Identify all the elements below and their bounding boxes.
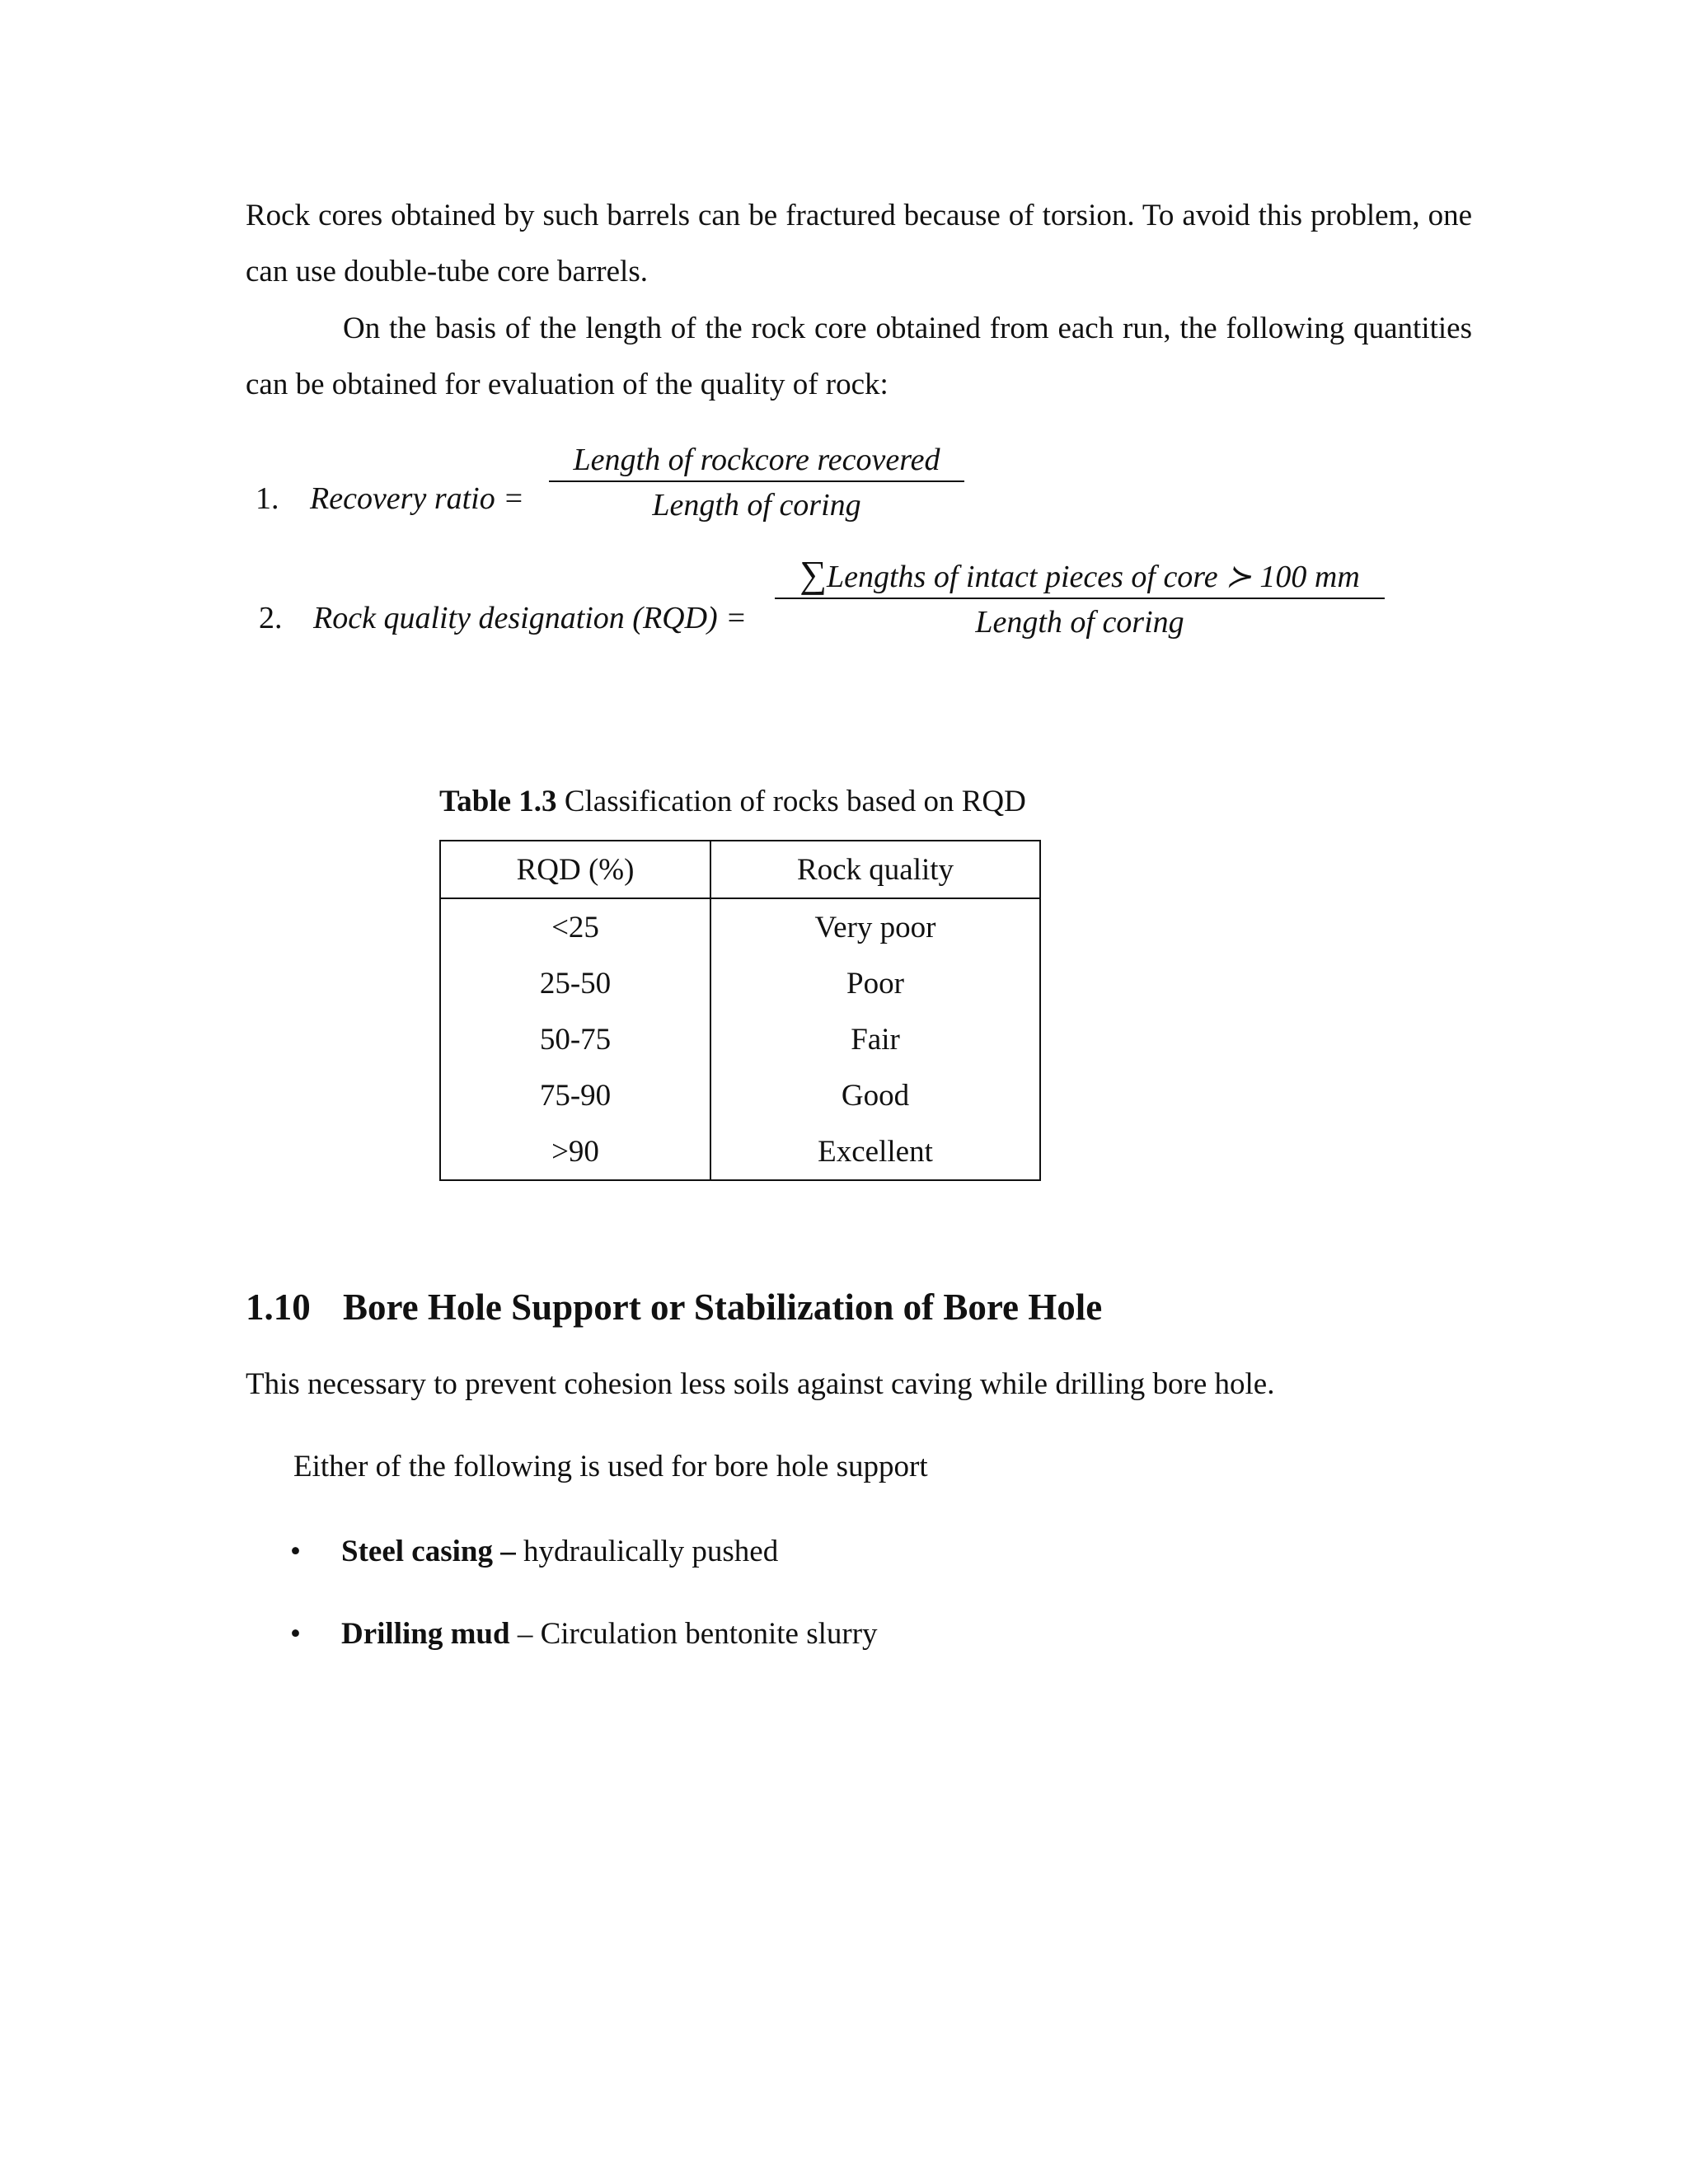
table-row (440, 955, 1040, 1011)
table-header-row (440, 841, 1040, 898)
equation-fraction (549, 439, 964, 528)
equation-number: 2. (259, 601, 283, 635)
bullet-steel-casing (290, 1531, 778, 1572)
equation-lhs: Recovery ratio = (310, 481, 524, 516)
summation-symbol: ∑ (799, 553, 827, 595)
cell-rqd: <25 (440, 898, 710, 955)
table-caption-text: Classification of rocks based on RQD (556, 785, 1026, 818)
fraction-numerator: Length of rockcore recovered (573, 443, 940, 477)
fraction-denominator: Length of coring (652, 488, 861, 523)
section-number: 1.10 (246, 1286, 311, 1328)
paragraph-core-barrels: Rock cores obtained by such barrels can be fractured because of torsion. To avoid this problem, one can use double-tube core barrels. (246, 199, 1472, 288)
cell-quality: Good (710, 1067, 1040, 1123)
table-caption (439, 781, 1026, 823)
bullet-description: – Circulation bentonite slurry (509, 1617, 878, 1651)
table-row (440, 1011, 1040, 1067)
bullet-term: Steel casing – (341, 1535, 516, 1568)
section-support-text: Either of the following is used for bore hole support (293, 1450, 928, 1483)
section-title: Bore Hole Support or Stabilization of Bore Hole (343, 1286, 1103, 1328)
header-rock-quality: Rock quality (710, 841, 1040, 898)
table-row (440, 898, 1040, 955)
equation-rqd (259, 553, 1429, 691)
equation-lhs: Rock quality designation (RQD) = (313, 601, 747, 635)
bullet-drilling-mud (290, 1614, 878, 1655)
table-row (440, 1067, 1040, 1123)
cell-rqd: 25-50 (440, 955, 710, 1011)
cell-quality: Excellent (710, 1123, 1040, 1180)
bullet-term: Drilling mud (341, 1617, 510, 1651)
table-caption-label: Table 1.3 (439, 785, 557, 818)
numerator-text: Lengths of intact pieces of core ≻ 100 mm (827, 560, 1360, 594)
fraction-numerator (775, 554, 1385, 598)
paragraph-rock-quality: On the basis of the length of the rock core obtained from each run, the following quantities can be obtained for evaluation of the quality of rock: (246, 312, 1472, 401)
cell-quality: Fair (710, 1011, 1040, 1067)
cell-rqd: >90 (440, 1123, 710, 1180)
rqd-classification-table (439, 840, 1041, 1181)
bullet-description: hydraulically pushed (515, 1535, 779, 1568)
section-intro-text: This necessary to prevent cohesion less soils against caving while drilling bore hole. (246, 1367, 1275, 1401)
bullet-marker: • (290, 1617, 301, 1651)
header-rqd: RQD (%) (440, 841, 710, 898)
cell-rqd: 75-90 (440, 1067, 710, 1123)
cell-rqd: 50-75 (440, 1011, 710, 1067)
fraction-denominator: Length of coring (975, 605, 1184, 640)
cell-quality: Poor (710, 955, 1040, 1011)
table-row (440, 1123, 1040, 1180)
bullet-marker: • (290, 1535, 301, 1568)
equation-fraction (775, 554, 1385, 645)
cell-quality: Very poor (710, 898, 1040, 955)
section-heading (246, 1286, 1102, 1329)
equation-number: 1. (256, 481, 279, 516)
